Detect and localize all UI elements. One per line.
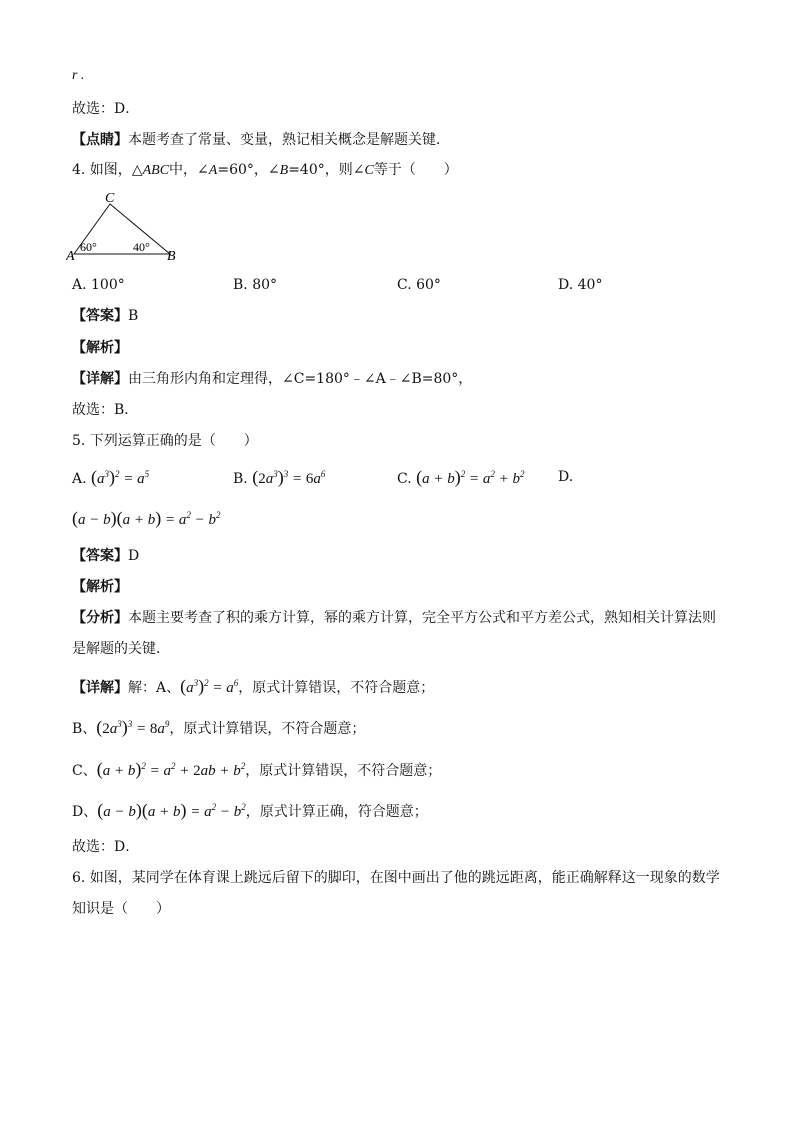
q5-fenxi-1 xyxy=(72,608,716,628)
answer-tag: 【答案】 xyxy=(72,308,128,324)
triangle-symbol: △ xyxy=(131,162,143,178)
q4-option-c: C. 60° xyxy=(397,277,441,293)
detail-tail: ，原式计算错误，不符合题意； xyxy=(238,680,435,696)
detail-prefix: D、 xyxy=(72,804,98,820)
q4-answer xyxy=(72,306,138,326)
detail-prefix: 解：A、 xyxy=(128,680,181,696)
q5-detail-d xyxy=(72,800,428,822)
text-fragment: r . xyxy=(72,68,85,83)
dianjing-tag: 【点睛】 xyxy=(72,132,128,148)
q5-opt-label: C. xyxy=(397,471,412,487)
vertex-a-label: A xyxy=(66,249,75,264)
angle-a-label: 60° xyxy=(80,240,97,254)
q4-option-b: B. 80° xyxy=(233,277,278,293)
q5-expr-c: $(a + b)^2 = a^2 + b^2$ xyxy=(416,467,525,487)
vertex-c-label: C xyxy=(105,191,115,206)
detail-tail: ，原式计算错误，不符合题意； xyxy=(169,721,366,737)
q4-option-a: A. 100° xyxy=(72,277,125,293)
q4-angle-b: B xyxy=(279,163,289,178)
q5-detail-b xyxy=(72,717,365,739)
q5-option-a xyxy=(72,467,149,489)
q4-angle-a: A xyxy=(208,163,218,178)
q6-stem-1: 6. 如图，某同学在体育课上跳远后留下的脚印，在图中画出了他的跳远距离，能正确解释这一现象的数学 xyxy=(72,870,720,886)
triangle-figure xyxy=(66,188,186,264)
detail-tag: 【详解】 xyxy=(72,371,128,387)
q5-fenxi-2: 是解题的关键． xyxy=(72,641,170,657)
dianjing-text: 本题考查了常量、变量，熟记相关概念是解题关键． xyxy=(128,132,450,148)
answer-value: D xyxy=(128,548,140,564)
q5-option-d xyxy=(72,508,221,530)
q4-stem-mid: 中，∠ xyxy=(169,162,209,178)
q5-opt-label: B. xyxy=(233,471,248,487)
detail-tag: 【详解】 xyxy=(72,680,128,696)
detail-expr-a: $(a^3)^2 = a^6$ xyxy=(180,676,239,696)
detail-tail: ，原式计算正确，符合题意； xyxy=(245,804,428,820)
q4-option-d: D. 40° xyxy=(558,277,603,293)
q4-angle-b-val: =40°，则∠ xyxy=(288,162,365,178)
triangle-name: ABC xyxy=(142,163,170,178)
detail-expr-c: $(a + b)^2 = a^2 + 2ab + b^2$ xyxy=(96,759,246,779)
q5-detail-c xyxy=(72,759,441,781)
detail-tail: ，原式计算错误，不符合题意； xyxy=(245,763,442,779)
q4-angle-c: C xyxy=(364,163,374,178)
q4-stem xyxy=(72,160,458,181)
q3-dianjing xyxy=(72,130,450,150)
q5-answer xyxy=(72,546,139,566)
q4-number: 4. 如图， xyxy=(72,162,132,178)
detail-expr-b: $(2a^3)^3 = 8a^9$ xyxy=(96,717,170,737)
q6-stem-2: 知识是（ ） xyxy=(72,901,170,917)
answer-value: B xyxy=(128,308,139,324)
q5-detail-a xyxy=(72,676,434,698)
q5-option-d-label: D. xyxy=(558,469,574,485)
vertex-b-label: B xyxy=(167,249,176,264)
q4-choice: 故选：B． xyxy=(72,402,139,418)
q3-choice: 故选：D． xyxy=(72,101,140,117)
q5-expr-b: $(2a^3)^3 = 6a^6$ xyxy=(252,467,326,487)
fenxi-text: 本题主要考查了积的乘方计算，幂的乘方计算，完全平方公式和平方差公式，熟知相关计算法则 xyxy=(128,610,716,626)
answer-tag: 【答案】 xyxy=(72,548,128,564)
q5-expr-d: $(a - b)(a + b) = a^2 - b^2$ xyxy=(72,508,221,528)
q5-choice: 故选：D． xyxy=(72,839,140,855)
detail-text: 由三角形内角和定理得，∠C=180°﹣∠A﹣∠B=80°， xyxy=(128,371,473,387)
q5-option-c xyxy=(397,467,525,489)
detail-expr-d: $(a - b)(a + b) = a^2 - b^2$ xyxy=(97,800,246,820)
q4-detail xyxy=(72,369,472,389)
detail-prefix: B、 xyxy=(72,721,97,737)
q4-stem-end: 等于（ ） xyxy=(373,162,458,178)
q4-angle-a-val: =60°，∠ xyxy=(217,162,280,178)
q4-analysis-tag: 【解析】 xyxy=(72,340,128,356)
q5-opt-label: A. xyxy=(72,471,87,487)
q5-analysis-tag: 【解析】 xyxy=(72,579,128,595)
angle-b-label: 40° xyxy=(133,240,150,254)
q5-expr-a: $(a^3)^2 = a^5$ xyxy=(91,467,150,487)
fenxi-tag: 【分析】 xyxy=(72,610,128,626)
detail-prefix: C、 xyxy=(72,763,97,779)
q5-stem: 5. 下列运算正确的是（ ） xyxy=(72,433,258,449)
q5-option-b xyxy=(233,467,325,489)
